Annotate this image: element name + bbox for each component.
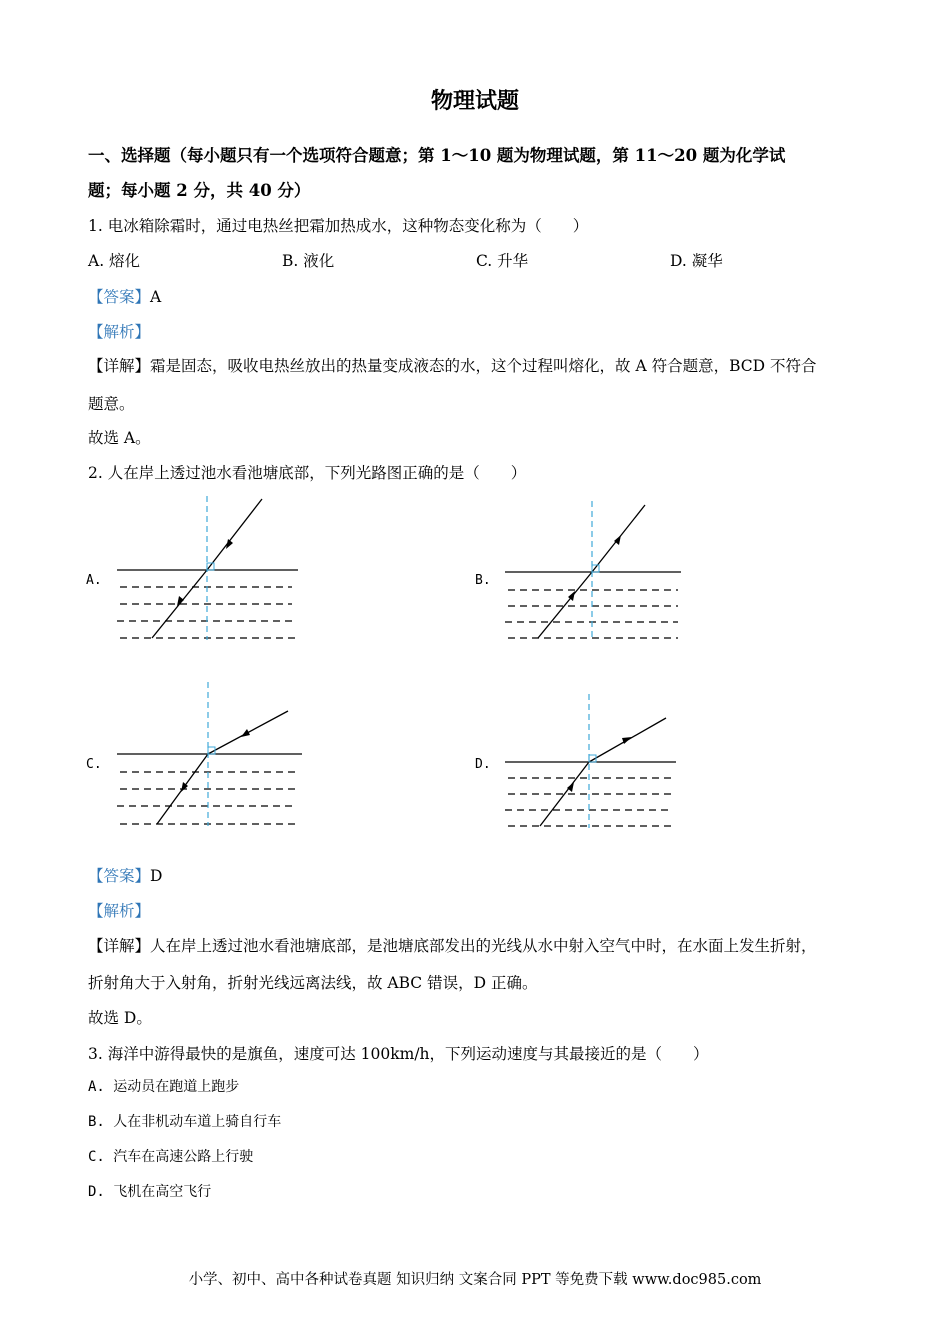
q3-option-b: B. 人在非机动车道上骑自行车: [88, 1114, 282, 1130]
answer-label: 【答案】: [88, 867, 151, 885]
detail-label: 【详解】: [88, 357, 151, 375]
q1-option-b: B. 液化: [282, 252, 335, 270]
answer-label: 【答案】: [88, 288, 151, 306]
q2-stem: 2. 人在岸上透过池水看池塘底部，下列光路图正确的是（ ）: [88, 464, 527, 482]
q1-conclusion: 故选 A。: [88, 429, 151, 447]
q2-analysis-label: 【解析】: [88, 902, 151, 920]
q2-figure-b-label: B.: [475, 573, 491, 588]
section-heading-line1: 一、选择题（每小题只有一个选项符合题意；第 1～10 题为物理试题，第 11～20 题为化学试: [88, 146, 786, 165]
page-title: 物理试题: [430, 88, 519, 114]
q2-figure-d-label: D.: [475, 757, 491, 772]
q3-stem: 3. 海洋中游得最快的是旗鱼，速度可达 100km/h，下列运动速度与其最接近的是（ ）: [88, 1045, 709, 1063]
q1-option-a: A. 熔化: [88, 252, 141, 270]
q2-detail-line2: 折射角大于入射角，折射光线远离法线，故 ABC 错误，D 正确。: [88, 974, 538, 992]
q2-figure-a-label: A.: [86, 573, 102, 588]
q1-stem: 1. 电冰箱除霜时，通过电热丝把霜加热成水，这种物态变化称为（ ）: [88, 217, 589, 235]
q1-answer-value: A: [150, 288, 162, 306]
q2-answer: [88, 864, 162, 886]
q1-option-d: D. 凝华: [670, 252, 723, 270]
q2-figure-c-label: C.: [86, 757, 102, 772]
q1-detail-line2: 题意。: [88, 395, 135, 413]
q1-option-c: C. 升华: [476, 252, 529, 270]
q3-option-a: A. 运动员在跑道上跑步: [88, 1079, 240, 1095]
q1-detail-line1: 【详解】霜是固态，吸收电热丝放出的热量变成液态的水，这个过程叫熔化，故 A 符合题意，BCD 不符合: [88, 357, 817, 375]
section-heading-line2: 题；每小题 2 分，共 40 分）: [88, 181, 311, 200]
q2-detail-line1: 【详解】人在岸上透过池水看池塘底部，是池塘底部发出的光线从水中射入空气中时，在水面上发生折射，: [88, 937, 817, 955]
q2-answer-value: D: [150, 867, 163, 885]
arrow-head: [567, 782, 574, 792]
q3-option-d: D. 飞机在高空飞行: [88, 1184, 212, 1200]
detail-label: 【详解】: [88, 937, 151, 955]
page-footer: 小学、初中、高中各种试卷真题 知识归纳 文案合同 PPT 等免费下载 www.doc985.com: [188, 1272, 762, 1288]
q1-analysis-label: 【解析】: [88, 323, 151, 341]
q2-conclusion: 故选 D。: [88, 1009, 152, 1027]
q3-option-c: C. 汽车在高速公路上行驶: [88, 1149, 254, 1165]
